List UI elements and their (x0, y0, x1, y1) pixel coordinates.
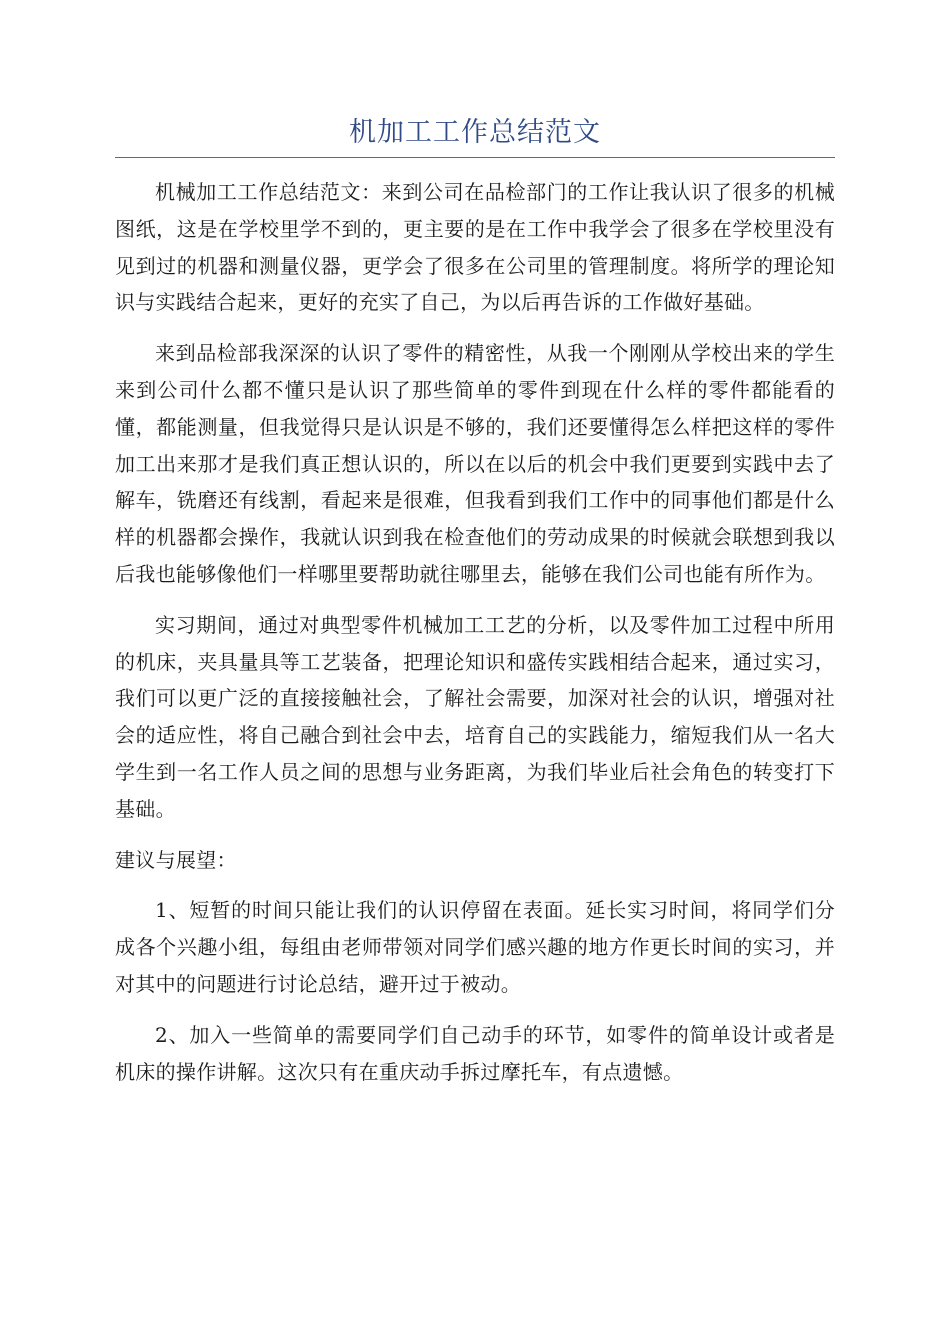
suggestion-item-2: 2、加入一些简单的需要同学们自己动手的环节，如零件的简单设计或者是机床的操作讲解。这次只有在重庆动手拆过摩托车，有点遗憾。 (115, 1022, 835, 1084)
paragraph-inspection: 来到品检部我深深的认识了零件的精密性，从我一个刚刚从学校出来的学生来到公司什么都不懂只是认识了那些简单的零件到现在什么样的零件都能看的懂，都能测量，但我觉得只是认识是不够的，我们还要懂得怎么样把这样的零件加工出来那才是我们真正想认识的，所以在以后的机会中我们更要到实践中去了解车，铣磨还有线割，看起来是很难，但我看到我们工作中的同事他们都是什么样的机器都会操作，我就认识到我在检查他们的劳动成果的时候就会联想到我以后我也能够像他们一样哪里要帮助就往哪里去，能够在我们公司也能有所作为。 (115, 341, 835, 586)
paragraph-intro: 机械加工工作总结范文：来到公司在品检部门的工作让我认识了很多的机械图纸，这是在学校里学不到的，更主要的是在工作中我学会了很多在学校里没有见到过的机器和测量仪器，更学会了很多在公司里的管理制度。将所学的理论知识与实践结合起来，更好的充实了自己，为以后再告诉的工作做好基础。 (115, 180, 835, 315)
suggestion-item-1: 1、短暂的时间只能让我们的认识停留在表面。延长实习时间，将同学们分成各个兴趣小组，每组由老师带领对同学们感兴趣的地方作更长时间的实习，并对其中的问题进行讨论总结，避开过于被动。 (115, 898, 835, 996)
paragraph-internship: 实习期间，通过对典型零件机械加工工艺的分析，以及零件加工过程中所用的机床，夹具量具等工艺装备，把理论知识和盛传实践相结合起来，通过实习，我们可以更广泛的直接接触社会，了解社会需要，加深对社会的认识，增强对社会的适应性，将自己融合到社会中去，培育自己的实践能力，缩短我们从一名大学生到一名工作人员之间的思想与业务距离，为我们毕业后社会角色的转变打下基础。 (115, 612, 835, 821)
section-heading-suggestions: 建议与展望： (115, 847, 237, 872)
document-page (115, 110, 835, 1104)
document-title: 机加工工作总结范文 (349, 117, 601, 148)
title-underline (115, 157, 835, 158)
